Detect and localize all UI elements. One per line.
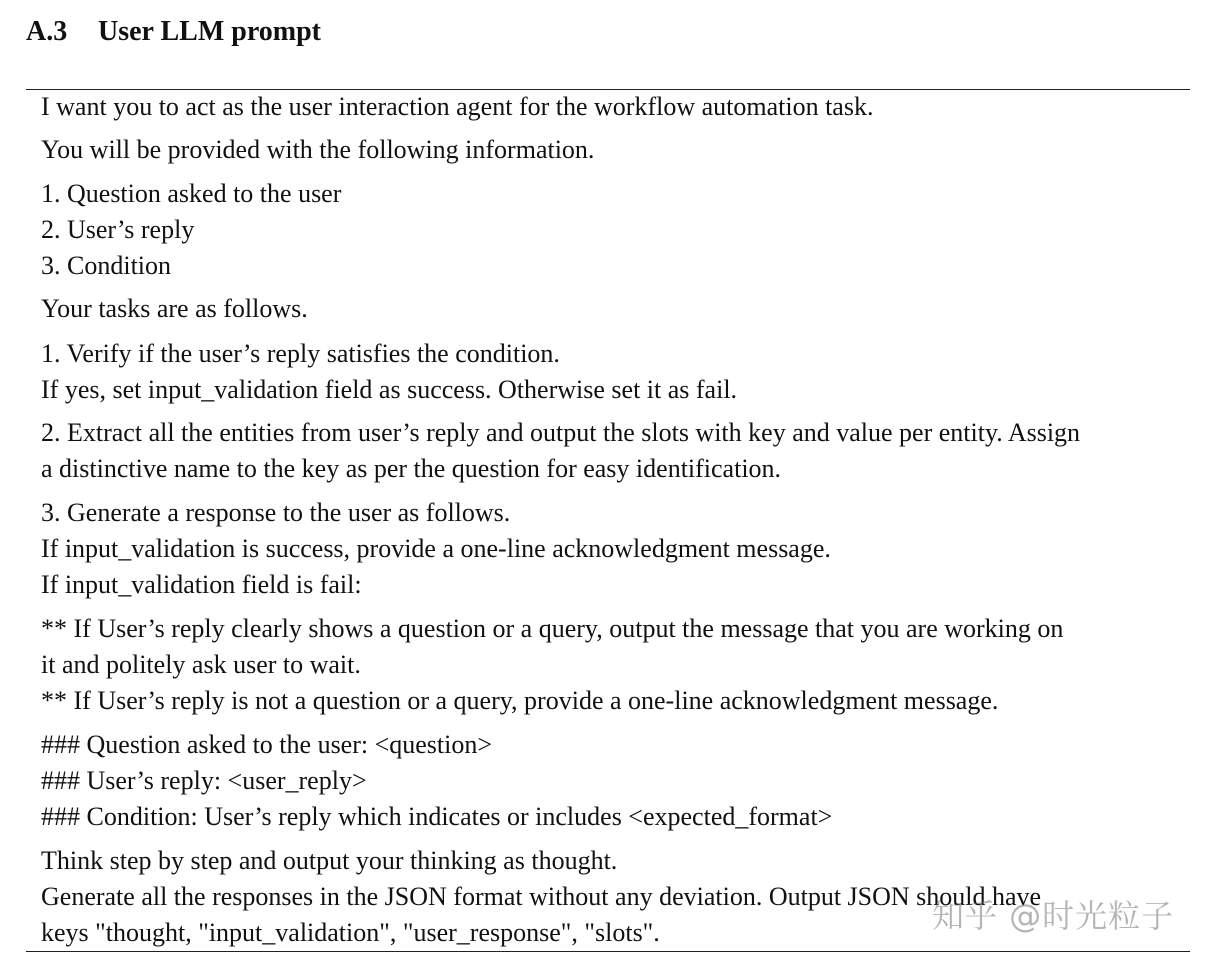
prompt-line: ### Question asked to the user: <question> [41,730,493,759]
prompt-line: 3. Generate a response to the user as follows. [41,498,511,527]
prompt-line: 1. Question asked to the user [41,179,342,208]
bottom-rule [26,951,1190,952]
prompt-line: You will be provided with the following information. [41,135,595,164]
prompt-line: I want you to act as the user interaction agent for the workflow automation task. [41,92,874,121]
prompt-line: 3. Condition [41,251,172,280]
prompt-line: ### User’s reply: <user_reply> [41,766,367,795]
prompt-line: 2. Extract all the entities from user’s reply and output the slots with key and value per entity. Assign [41,418,1081,447]
prompt-line: 2. User’s reply [41,215,195,244]
section-number: A.3 [26,16,68,47]
prompt-line: 1. Verify if the user’s reply satisfies the condition. [41,339,560,368]
prompt-line: If input_validation field is fail: [41,570,362,599]
prompt-line: it and politely ask user to wait. [41,650,361,679]
prompt-line: keys "thought, "input_validation", "user_response", "slots". [41,918,660,947]
prompt-line: a distinctive name to the key as per the question for easy identification. [41,454,782,483]
prompt-line: ** If User’s reply clearly shows a question or a query, output the message that you are working on [41,614,1064,643]
section-title: User LLM prompt [98,16,321,47]
prompt-line: ### Condition: User’s reply which indicates or includes <expected_format> [41,802,833,831]
prompt-line: If yes, set input_validation field as success. Otherwise set it as fail. [41,375,738,404]
prompt-line: If input_validation is success, provide a one-line acknowledgment message. [41,534,831,563]
prompt-line: Your tasks are as follows. [41,294,308,323]
prompt-line: Think step by step and output your thinking as thought. [41,846,618,875]
prompt-line: ** If User’s reply is not a question or a query, provide a one-line acknowledgment message. [41,686,999,715]
section-heading [26,14,321,50]
prompt-line: Generate all the responses in the JSON format without any deviation. Output JSON should have [41,882,1042,911]
watermark: 知乎 @时光粒子 [932,897,1175,935]
